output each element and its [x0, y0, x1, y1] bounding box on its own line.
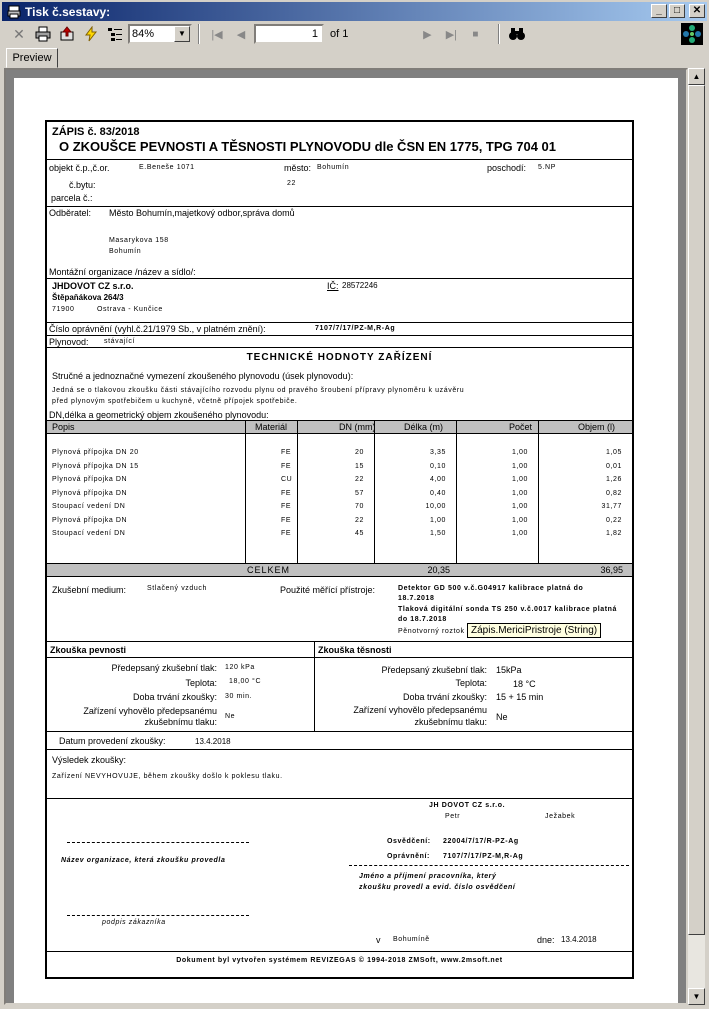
close-preview-icon[interactable]: ✕ — [13, 25, 25, 42]
table-cell: 0,01 — [605, 462, 622, 470]
table-cell: Stoupací vedení DN — [52, 530, 126, 537]
table-cell: 10,00 — [425, 503, 446, 510]
mesto-label: město: — [284, 163, 312, 173]
tesnost-heading: Zkouška těsnosti — [318, 645, 392, 655]
nazev-org-caption: Název organizace, která zkoušku provedla — [61, 857, 226, 864]
table-cell: Plynová přípojka DN — [52, 516, 128, 524]
v-label: v — [376, 935, 381, 945]
podlazi-label: poschodí: — [487, 163, 527, 173]
table-cell: 1,05 — [605, 449, 622, 456]
odberatel-addr1: Masarykova 158 — [109, 237, 169, 244]
toolbar — [2, 22, 707, 46]
odberatel-addr2: Bohumín — [109, 248, 142, 255]
table-cell: Plynová přípojka DN 15 — [52, 462, 139, 470]
table-cell: 0,10 — [429, 462, 446, 470]
datum-label: Datum provedení zkoušky: — [59, 736, 166, 746]
firma-psc: 71900 — [52, 306, 75, 313]
pristroje-label: Použité měřící přístroje: — [280, 585, 376, 595]
pevnost-heading: Zkouška pevnosti — [50, 645, 127, 655]
table-cell: FE — [281, 516, 292, 524]
t-doba-label: Doba trvání zkoušky: — [402, 692, 487, 702]
toolbar-separator — [498, 24, 500, 44]
table-cell: FE — [281, 489, 292, 497]
col-objem: Objem (l) — [578, 422, 616, 432]
table-cell: FE — [281, 462, 292, 470]
table-cell: 22 — [355, 516, 364, 524]
objekt-label: objekt č.p.,č.or. — [49, 163, 110, 173]
opravneni-value: 7107/7/17/PZ-M,R-Ag — [315, 325, 396, 332]
zoom-select[interactable] — [128, 24, 192, 44]
col-material: Materiál — [255, 422, 288, 432]
pristroj-2b: do 18.7.2018 — [398, 616, 447, 623]
protocol-number: ZÁPIS č. 83/2018 — [52, 126, 140, 138]
table-cell: 1,50 — [429, 530, 446, 537]
lightning-icon[interactable] — [80, 23, 102, 45]
p-doba-label: Doba trvání zkoušky: — [132, 692, 217, 702]
dn-label: DN,délka a geometrický objem zkoušeného plynovodu: — [49, 410, 269, 420]
col-pocet: Počet — [509, 422, 533, 432]
window-title: Tisk č.sestavy: — [25, 4, 111, 19]
col-delka: Délka (m) — [404, 422, 444, 432]
stop-icon[interactable]: ■ — [472, 28, 479, 40]
medium-value: Stlačený vzduch — [147, 585, 207, 592]
table-cell: 1,00 — [511, 489, 528, 497]
next-page-icon[interactable]: ▶ — [423, 28, 432, 41]
table-cell: 15 — [355, 462, 364, 470]
objekt-value: E.Beneše 1071 — [139, 164, 195, 171]
table-cell: 4,00 — [429, 476, 446, 483]
t-teplota-value: 18 °C — [513, 679, 536, 689]
protocol-heading: O ZKOUŠCE PEVNOSTI A TĚSNOSTI PLYNOVODU dle ČSN EN 1775, TPG 704 01 — [59, 139, 557, 154]
tab-strip — [2, 46, 707, 68]
table-cell: 3,35 — [429, 449, 446, 456]
podpis-caption: podpis zákazníka — [102, 919, 166, 926]
minimize-button[interactable]: _ — [651, 4, 667, 18]
title-bar — [2, 2, 707, 21]
table-cell: 1,82 — [605, 530, 622, 537]
pristroj-2a: Tlaková digitální sonda TS 250 v.č.0017 kalibrace platná — [398, 606, 618, 613]
p-teplota-label: Teplota: — [185, 678, 217, 688]
table-cell: FE — [281, 530, 292, 537]
p-vyhovelo-value: Ne — [225, 713, 236, 720]
t-tlak-label: Předepsaný zkušební tlak: — [381, 665, 487, 675]
podlazi-value: 5.NP — [538, 164, 556, 171]
table-cell: 1,00 — [511, 516, 528, 524]
datum-value: 13.4.2018 — [195, 737, 231, 746]
document-footer: Dokument byl vytvořen systémem REVIZEGAS © 1994-2018 ZMSoft, www.2msoft.net — [176, 957, 503, 964]
table-cell: FE — [281, 503, 292, 510]
table-cell: 0,22 — [605, 516, 622, 524]
vysledek-label: Výsledek zkoušky: — [52, 755, 127, 765]
search-binoculars-icon[interactable] — [506, 23, 528, 45]
p-teplota-value: 18,00 °C — [229, 678, 262, 685]
last-page-icon[interactable]: ▶| — [445, 28, 458, 41]
pristroj-1a: Detektor GD 500 v.č.G04917 kalibrace platná do — [398, 585, 584, 592]
tree-view-icon[interactable] — [104, 23, 126, 45]
t-vyhovelo-label1: Zařízení vyhovělo předepsanému — [353, 705, 487, 715]
vymezeni-label: Stručné a jednoznačné vymezení zkoušeného plynovodu (úsek plynovodu): — [52, 371, 354, 381]
zoom-value: 84% — [132, 28, 155, 40]
t-teplota-label: Teplota: — [455, 678, 487, 688]
table-cell: 0,40 — [429, 489, 446, 497]
tech-heading: TECHNICKÉ HODNOTY ZAŘÍZENÍ — [246, 352, 433, 363]
preview-viewport — [4, 68, 688, 1005]
table-cell: 57 — [355, 489, 364, 497]
plynovod-value: stávající — [104, 338, 136, 345]
table-cell: 1,00 — [511, 449, 528, 456]
jmeno-caption1: Jméno a příjmení pracovníka, který — [359, 873, 497, 880]
firma-name: JHDOVOT CZ s.r.o. — [52, 281, 134, 291]
pristroj-1b: 18.7.2018 — [398, 595, 435, 602]
p-vyhovelo-label2: zkušebnímu tlaku: — [144, 717, 217, 727]
celkem-objem: 36,95 — [600, 565, 623, 575]
dne-value: 13.4.2018 — [561, 935, 597, 944]
close-button[interactable]: ✕ — [689, 4, 705, 18]
toolbar-separator — [198, 24, 200, 44]
mesto-value: Bohumín — [317, 164, 350, 171]
vymezeni-line2: před plynovým spotřebičem u kuchyně, včetně přípojek spotřebiče. — [52, 398, 298, 405]
opravneni2-label: Oprávnění: — [387, 853, 430, 860]
vymezeni-line1: Jedná se o tlakovou zkoušku části stávajícího rozvodu plynu od pravého šroubení přípravy plynoměru k uzávěru — [52, 387, 465, 394]
table-cell: 1,00 — [511, 462, 528, 470]
osvedceni-value: 22004/7/17/R-PZ-Ag — [443, 838, 519, 845]
table-cell: 31,77 — [601, 503, 622, 510]
odberatel-value: Město Bohumín,majetkový odbor,správa domů — [109, 208, 295, 218]
table-cell: 1,00 — [511, 530, 528, 537]
t-doba-value: 15 + 15 min — [496, 692, 544, 702]
protocol-form — [45, 120, 634, 979]
page-count: of 1 — [330, 28, 349, 40]
celkem-label: CELKEM — [247, 565, 291, 575]
first-page-icon[interactable]: |◀ — [211, 28, 223, 41]
table-cell: 45 — [355, 530, 364, 537]
byt-value: 22 — [287, 180, 296, 187]
ic-label: IČ: — [327, 281, 339, 291]
table-cell: Plynová přípojka DN — [52, 476, 128, 483]
scroll-down-icon[interactable]: ▼ — [688, 988, 705, 1005]
plynovod-label: Plynovod: — [49, 337, 89, 347]
page-number-input[interactable]: 1 — [254, 24, 324, 44]
col-popis: Popis — [52, 422, 75, 432]
table-cell: 1,00 — [511, 503, 528, 510]
table-cell: 1,00 — [511, 476, 528, 483]
p-vyhovelo-label1: Zařízení vyhovělo předepsanému — [83, 706, 217, 716]
pristroj-3: Pěnotvorný roztok — [398, 628, 465, 635]
printer-app-icon — [7, 5, 21, 19]
table-cell: CU — [281, 476, 293, 483]
print-icon[interactable] — [32, 23, 54, 45]
vertical-scrollbar[interactable] — [688, 68, 705, 1005]
dne-label: dne: — [537, 935, 555, 945]
firma-mesto: Ostrava - Kunčice — [97, 306, 163, 313]
app-logo-icon — [681, 23, 703, 45]
field-tooltip: Zápis.MericiPristroje (String) — [467, 623, 601, 638]
sign-name2: Ježabek — [545, 813, 576, 820]
scroll-thumb[interactable] — [688, 85, 705, 935]
table-cell: 22 — [355, 476, 364, 483]
export-icon[interactable] — [56, 23, 78, 45]
osvedceni-label: Osvědčení: — [387, 838, 431, 845]
medium-label: Zkušební medium: — [52, 585, 127, 595]
byt-label: č.bytu: — [69, 180, 96, 190]
table-cell: 70 — [355, 503, 364, 510]
montazni-label: Montážní organizace /název a sídlo/: — [49, 267, 196, 277]
maximize-button[interactable]: □ — [669, 4, 685, 18]
table-cell: FE — [281, 449, 292, 456]
ic-value: 28572246 — [342, 281, 378, 290]
prev-page-icon[interactable]: ◀ — [236, 28, 246, 41]
table-cell: Stoupací vedení DN — [52, 503, 126, 510]
table-cell: 1,00 — [429, 516, 446, 524]
parcela-label: parcela č.: — [51, 193, 93, 203]
table-cell: 1,26 — [605, 476, 622, 483]
vysledek-value: Zařízení NEVYHOVUJE, během zkoušky došlo k poklesu tlaku. — [52, 773, 283, 780]
p-doba-value: 30 min. — [225, 693, 253, 700]
firma-addr1: Štěpaňákova 264/3 — [52, 293, 124, 302]
celkem-delka: 20,35 — [427, 565, 450, 575]
table-cell: Plynová přípojka DN — [52, 489, 128, 497]
t-vyhovelo-value: Ne — [496, 712, 508, 722]
p-tlak-label: Předepsaný zkušební tlak: — [111, 663, 217, 673]
table-cell: Plynová přípojka DN 20 — [52, 449, 139, 456]
sign-name1: Petr — [445, 813, 461, 820]
odberatel-label: Odběratel: — [49, 208, 92, 218]
scroll-up-icon[interactable]: ▲ — [688, 68, 705, 85]
tab-preview[interactable]: Preview — [6, 48, 58, 68]
opravneni2-value: 7107/7/17/PZ-M,R-Ag — [443, 853, 524, 860]
sign-firma: JH DOVOT CZ s.r.o. — [429, 802, 506, 809]
t-vyhovelo-label2: zkušebnímu tlaku: — [414, 717, 487, 727]
table-cell: 0,82 — [605, 489, 622, 497]
chevron-down-icon[interactable]: ▼ — [174, 26, 190, 42]
col-dn: DN (mm) — [339, 422, 376, 432]
page — [14, 78, 678, 1005]
table-cell: 20 — [355, 449, 364, 456]
jmeno-caption2: zkoušku provedl a evid. číslo osvědčení — [359, 884, 516, 891]
v-value: Bohumíně — [393, 936, 430, 943]
t-tlak-value: 15kPa — [496, 665, 522, 675]
opravneni-label: Číslo oprávnění (vyhl.č.21/1979 Sb., v platném znění): — [49, 324, 266, 334]
p-tlak-value: 120 kPa — [225, 664, 255, 671]
